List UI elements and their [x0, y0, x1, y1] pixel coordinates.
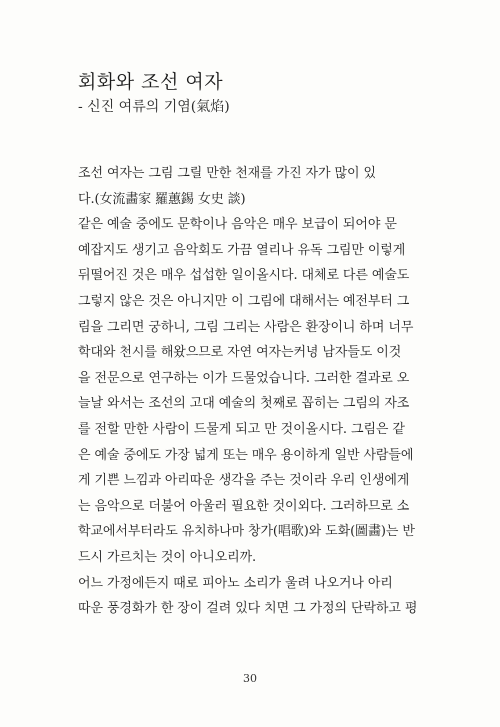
text-line: 따운 풍경화가 한 장이 걸려 있다 치면 그 가정의 단락하고 평	[78, 601, 418, 617]
text-line: 예잡지도 생기고 음악회도 가끔 열리나 유독 그림만 이렇게	[78, 242, 406, 258]
text-line: 를 전할 만한 사람이 드물게 되고 만 것이올시다. 그림은 같	[78, 421, 405, 437]
text-line: 그렇지 않은 것은 아니지만 이 그림에 대해서는 예전부터 그	[78, 293, 410, 309]
text-line: 다.(女流畵家 羅蕙錫 女史 談)	[78, 191, 246, 207]
text-line: 림을 그리면 궁하니, 그림 그리는 사람은 환장이니 하며 너무	[78, 319, 414, 335]
text-line: 뒤떨어진 것은 매우 섭섭한 일이올시다. 대체로 다른 예술도	[78, 268, 410, 284]
text-line: 는 음악으로 더불어 아울러 필요한 것이외다. 그러하므로 소	[78, 498, 410, 514]
text-line: 드시 가르치는 것이 아니오리까.	[78, 549, 257, 565]
text-line: 게 기쁜 느낌과 아리따운 생각을 주는 것이라 우리 인생에게	[78, 473, 410, 489]
text-line: 학대와 천시를 해왔으므로 자연 여자는커녕 남자들도 이것	[78, 345, 402, 361]
text-line: 학교에서부터라도 유치하나마 창가(唱歌)와 도화(圖畵)는 반	[78, 524, 415, 540]
text-line: 같은 예술 중에도 문학이나 음악은 매우 보급이 되어야 문	[78, 217, 397, 233]
text-line: 조선 여자는 그림 그릴 만한 천재를 가진 자가 많이 있	[78, 166, 376, 181]
page-number: 30	[243, 672, 257, 685]
body-text	[78, 161, 422, 622]
text-line: 은 예술 중에도 가장 넓게 또는 매우 용이하게 일반 사람들에	[78, 447, 414, 463]
text-line: 을 전문으로 연구하는 이가 드물었습니다. 그러한 결과로 오	[78, 370, 410, 386]
text-line: 늘날 와서는 조선의 고대 예술의 첫째로 꼽히는 그림의 자조	[78, 396, 410, 412]
text-line: 어느 가정에든지 때로 피아노 소리가 울려 나오거나 아리	[78, 575, 393, 591]
page-title: 회화와 조선 여자	[78, 71, 224, 93]
page-subtitle: - 신진 여류의 기염(氣焰)	[78, 99, 230, 115]
